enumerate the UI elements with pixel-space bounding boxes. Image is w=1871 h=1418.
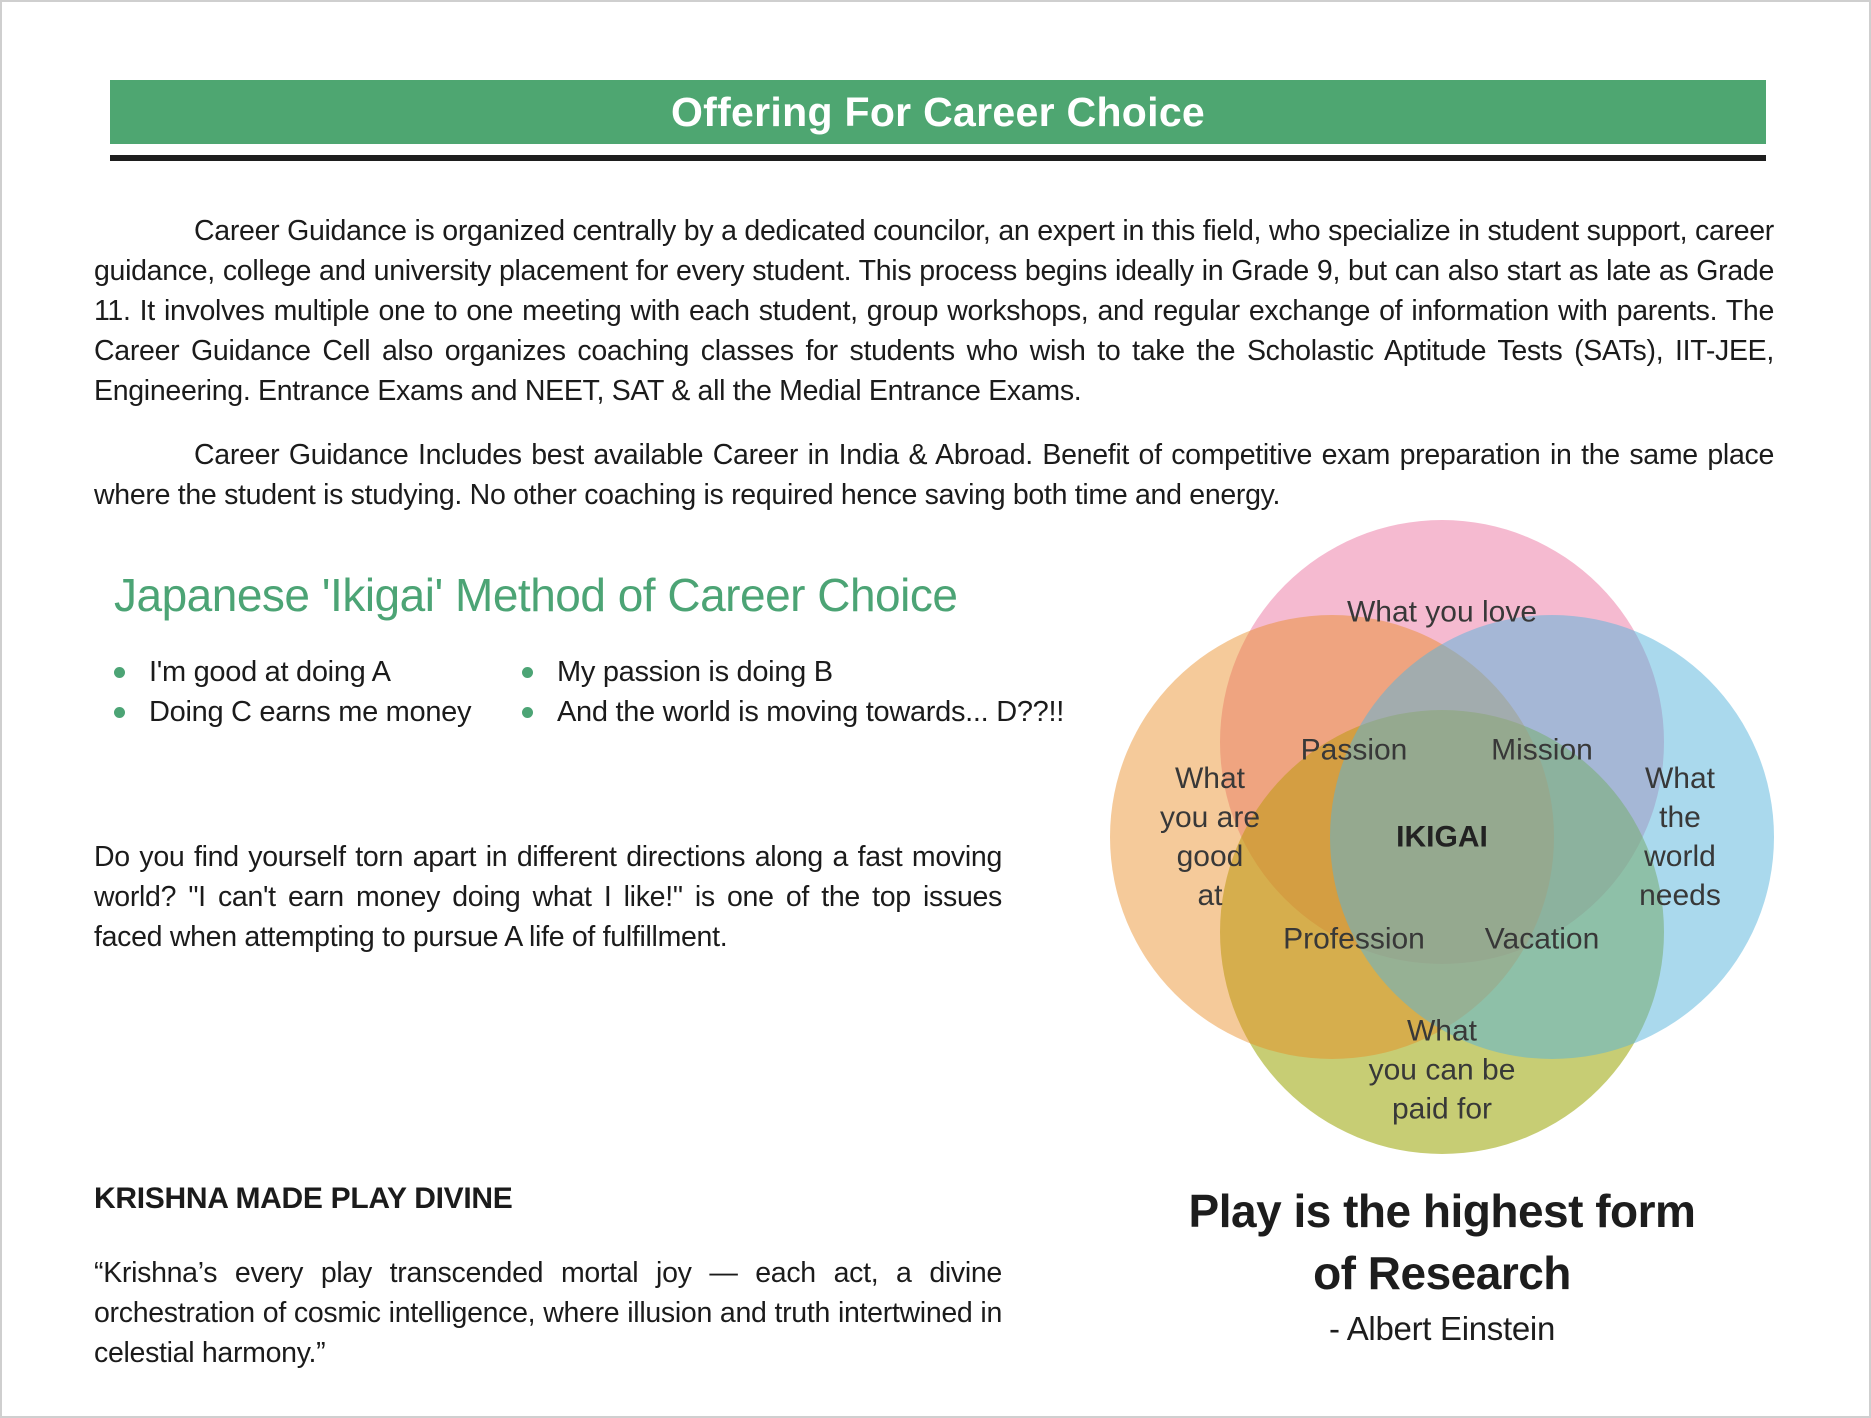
venn-label-line: the xyxy=(1659,801,1701,834)
venn-label-line: at xyxy=(1197,879,1223,912)
venn-label-line: needs xyxy=(1639,879,1721,912)
venn-label-line: What xyxy=(1406,1014,1478,1048)
einstein-quote-line-2: of Research xyxy=(1313,1247,1571,1299)
venn-label-mission: Mission xyxy=(1491,733,1593,767)
krishna-quote: “Krishna’s every play transcended mortal joy — each act, a divine orchestration of cosmic intelligence, where illusion and truth intertwined in celestial harmony.” xyxy=(94,1256,1002,1369)
krishna-heading: KRISHNA MADE PLAY DIVINE xyxy=(94,1182,513,1215)
list-item xyxy=(522,692,1064,732)
bullet-column-right xyxy=(522,652,1064,732)
intro-paragraph-1: Career Guidance is organized centrally by a dedicated councilor, an expert in this field, who specialize in student support, career guidance, college and university placement for every student. This process begins ideally in Grade 9, but can also start as late as Grade 11. It involves multiple one to one meeting with each student, group workshops, and regular exchange of information with parents. The Career Guidance Cell also organizes coaching classes for students who wish to take the Scholastic Aptitude Tests (SATs), IIT-JEE, Engineering. Entrance Exams and NEET, SAT & all the Medial Entrance Exams. xyxy=(94,214,1774,407)
ikigai-venn-diagram xyxy=(1102,502,1782,1162)
bullet-icon xyxy=(114,667,125,678)
bullet-label: I'm good at doing A xyxy=(149,656,391,688)
venn-label-line: you can be xyxy=(1368,1053,1516,1087)
list-item xyxy=(114,692,471,732)
venn-label-line: you are xyxy=(1159,801,1261,834)
venn-label-love: What you love xyxy=(1346,595,1538,629)
venn-label-line: world xyxy=(1644,840,1716,873)
bullet-icon xyxy=(114,707,125,718)
venn-label-ikigai: IKIGAI xyxy=(1396,820,1488,854)
intro-paragraph-2: Career Guidance Includes best available Career in India & Abroad. Benefit of competitive exam preparation in the same place where the student is studying. No other coaching is required hence saving both time and energy. xyxy=(94,438,1774,511)
bullet-label: And the world is moving towards... D??!! xyxy=(557,696,1065,728)
venn-label-world-needs xyxy=(1639,759,1721,915)
venn-label-vacation: Vacation xyxy=(1484,922,1600,956)
einstein-quote-line-1: Play is the highest form xyxy=(1188,1185,1696,1237)
venn-label-line: What xyxy=(1174,762,1246,795)
page-title-banner xyxy=(110,80,1766,144)
einstein-quote-block xyxy=(1102,1180,1782,1348)
fulfillment-paragraph: Do you find yourself torn apart in different directions along a fast moving world? "I can't earn money doing what I like!" is one of the top issues faced when attempting to pursue A life of fulfillment. xyxy=(94,840,1002,953)
venn-label-paid-for xyxy=(1369,1012,1516,1129)
bullet-icon xyxy=(522,667,533,678)
bullet-label: Doing C earns me money xyxy=(149,696,472,728)
venn-label-profession: Profession xyxy=(1283,922,1425,956)
venn-label-good-at xyxy=(1160,759,1260,915)
list-item xyxy=(114,652,471,692)
bullet-label: My passion is doing B xyxy=(557,656,833,688)
venn-label-line: good xyxy=(1176,840,1244,873)
bullet-icon xyxy=(522,707,533,718)
ikigai-section-heading: Japanese 'Ikigai' Method of Career Choice xyxy=(114,569,958,621)
bullet-column-left xyxy=(114,652,471,732)
header-divider xyxy=(110,155,1766,161)
einstein-attribution: - Albert Einstein xyxy=(1328,1310,1555,1347)
page-title: Offering For Career Choice xyxy=(670,89,1206,135)
venn-label-line: What xyxy=(1644,762,1716,795)
venn-label-line: paid for xyxy=(1391,1092,1493,1126)
venn-label-passion: Passion xyxy=(1300,733,1408,767)
list-item xyxy=(522,652,1064,692)
